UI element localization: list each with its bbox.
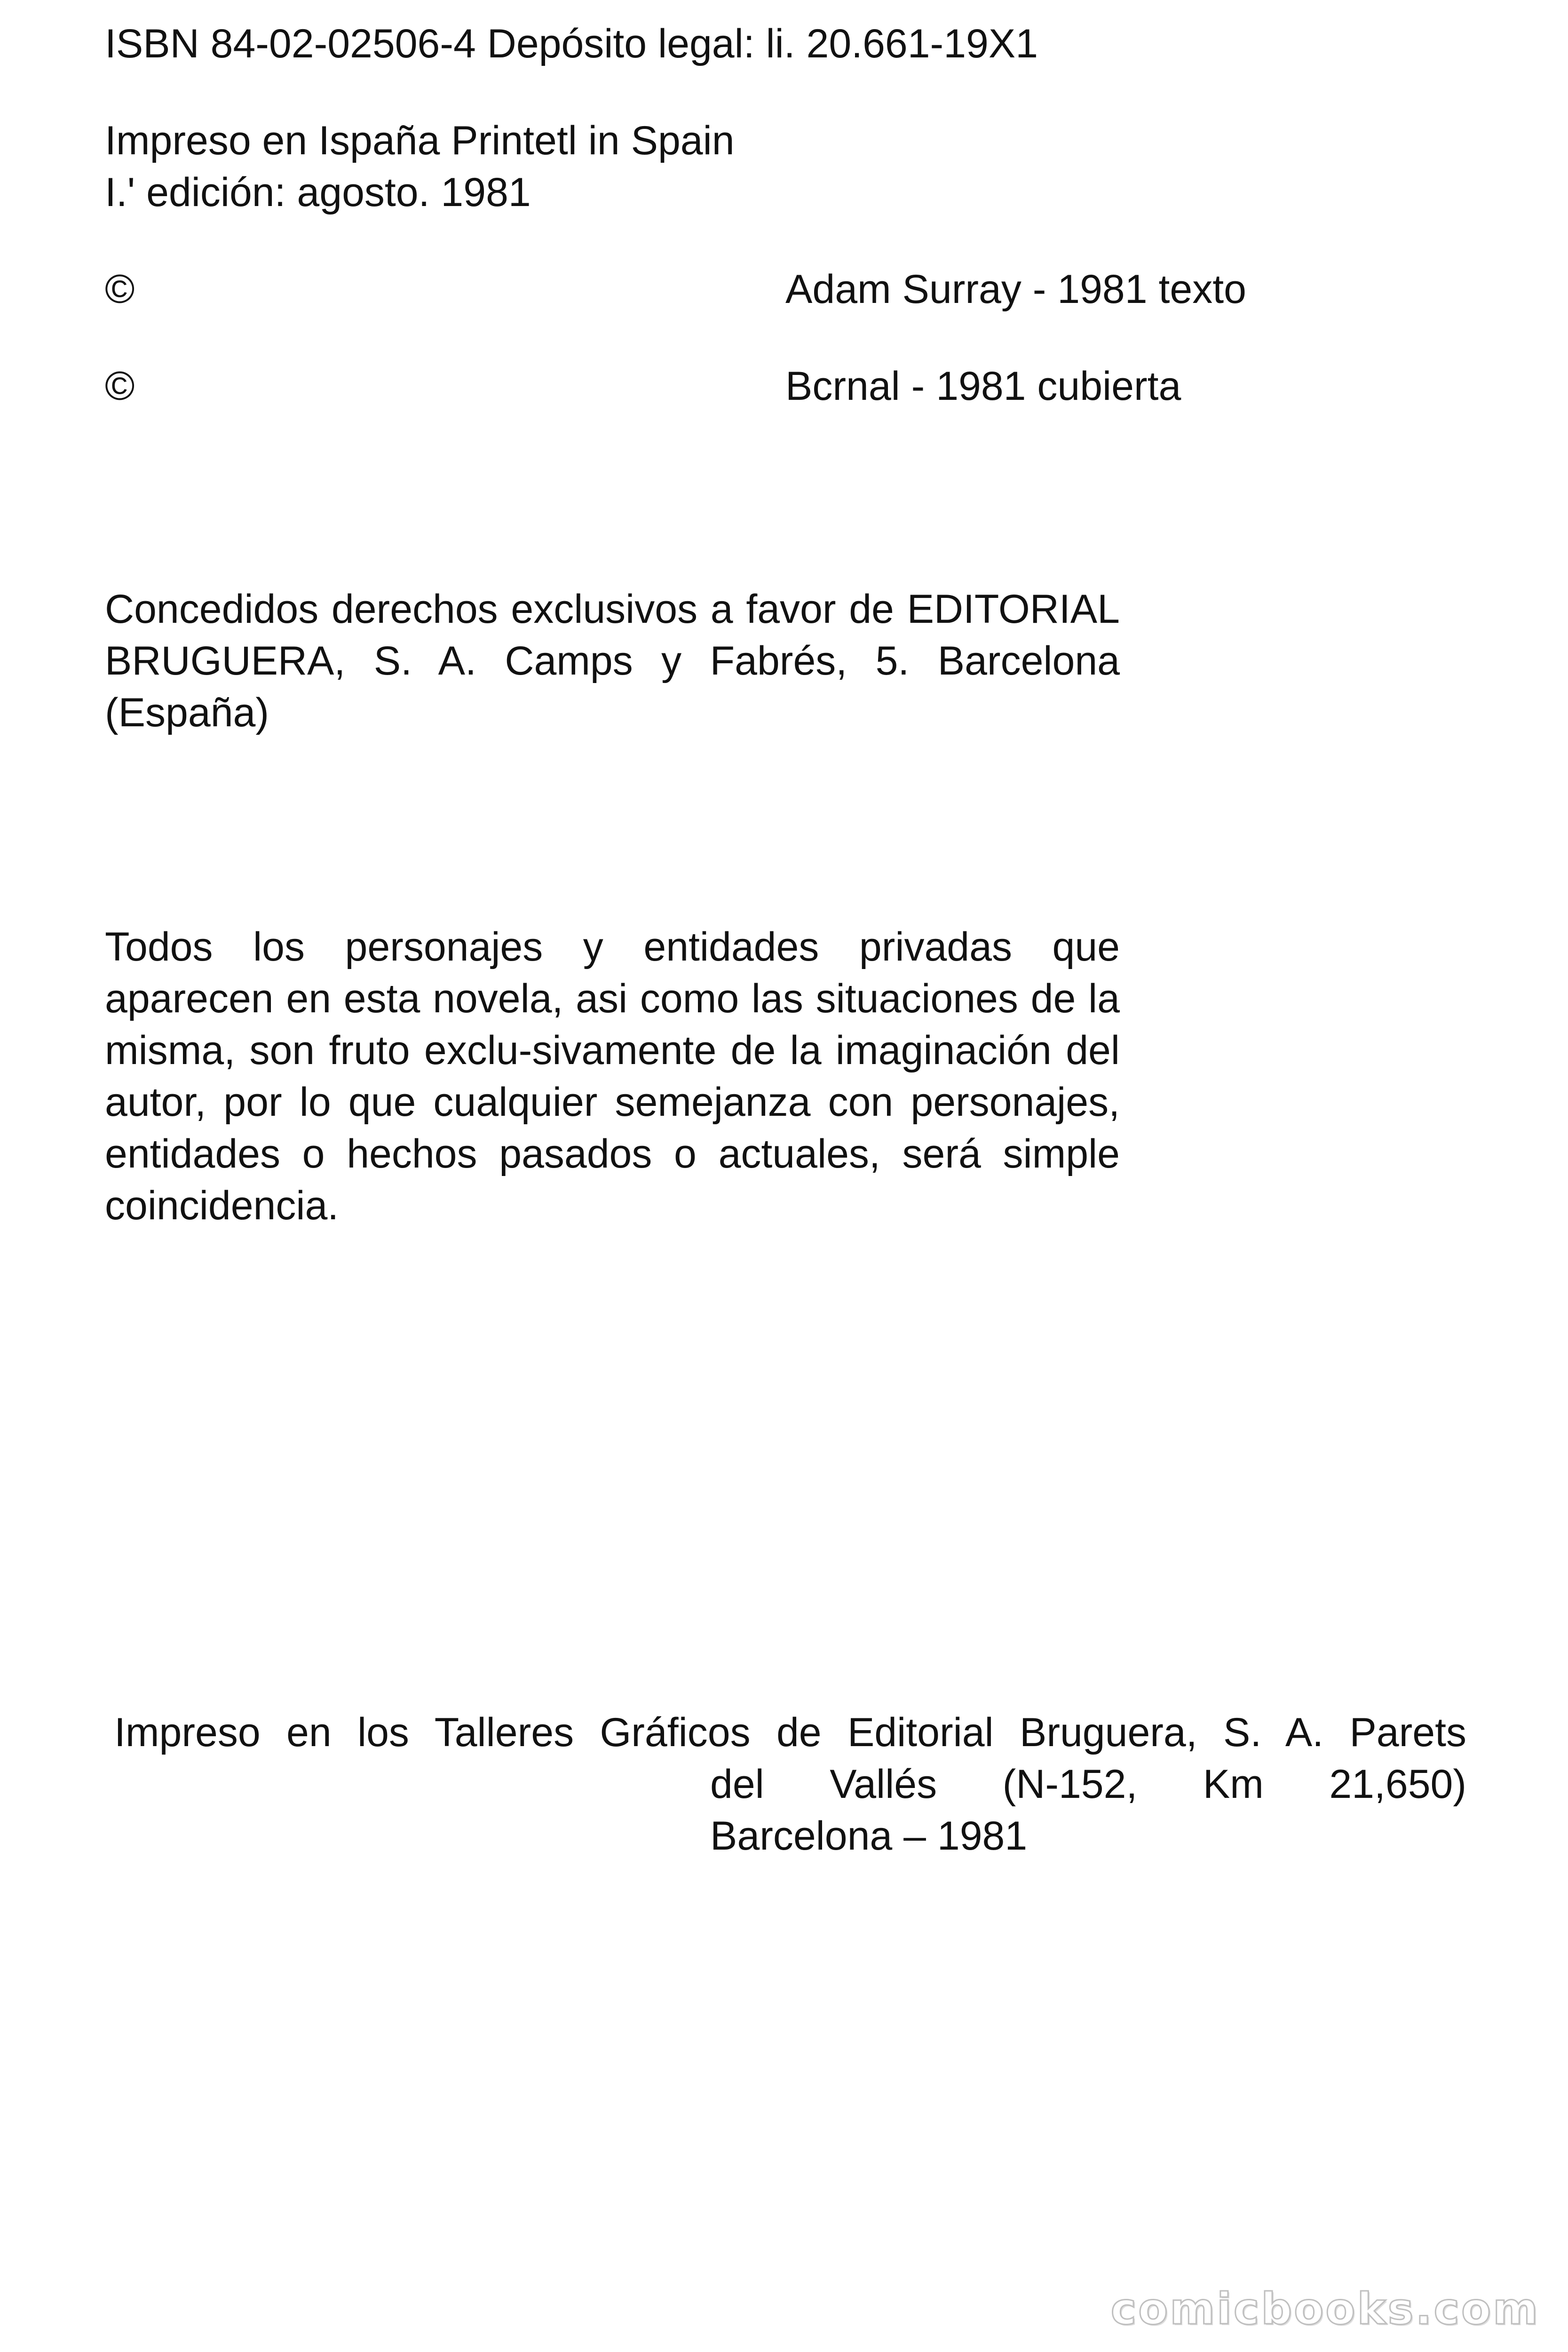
copyright-symbol: © <box>105 364 135 409</box>
printed-in-line: Impreso en Ispaña Printetl in Spain <box>105 118 735 163</box>
printer-line-1: Impreso en los Talleres Gráficos de Editorial Bruguera, S. A. Parets <box>114 1710 1466 1755</box>
isbn-legal-deposit: ISBN 84-02-02506-4 Depósito legal: li. 20.661-19X1 <box>105 21 1038 66</box>
fiction-disclaimer <box>105 921 1120 1232</box>
rights-notice <box>105 583 1120 739</box>
fiction-disclaimer-text: Todos los personajes y entidades privadas que aparecen en esta novela, asi como las situaciones de la misma, son fruto exclu-sivamente de la imaginación del autor, por lo que cualquier semejanza con personajes, entidades o hechos pasados o actuales, será simple coincidencia. <box>105 924 1120 1228</box>
edition-line: I.' edición: agosto. 1981 <box>105 170 531 215</box>
copyright-text-cover: Bcrnal - 1981 cubierta <box>785 364 1181 409</box>
printer-line-3: Barcelona – 1981 <box>710 1813 1028 1859</box>
copyright-symbol: © <box>105 267 135 312</box>
rights-notice-text: Concedidos derechos exclusivos a favor de EDITORIAL BRUGUERA, S. A. Camps y Fabrés, 5. Barcelona (España) <box>105 587 1120 735</box>
copyright-text-author: Adam Surray - 1981 texto <box>785 267 1246 312</box>
printer-line-2: del Vallés (N-152, Km 21,650) <box>710 1762 1466 1807</box>
watermark-logo: comicbooks.com <box>1110 2284 1540 2334</box>
